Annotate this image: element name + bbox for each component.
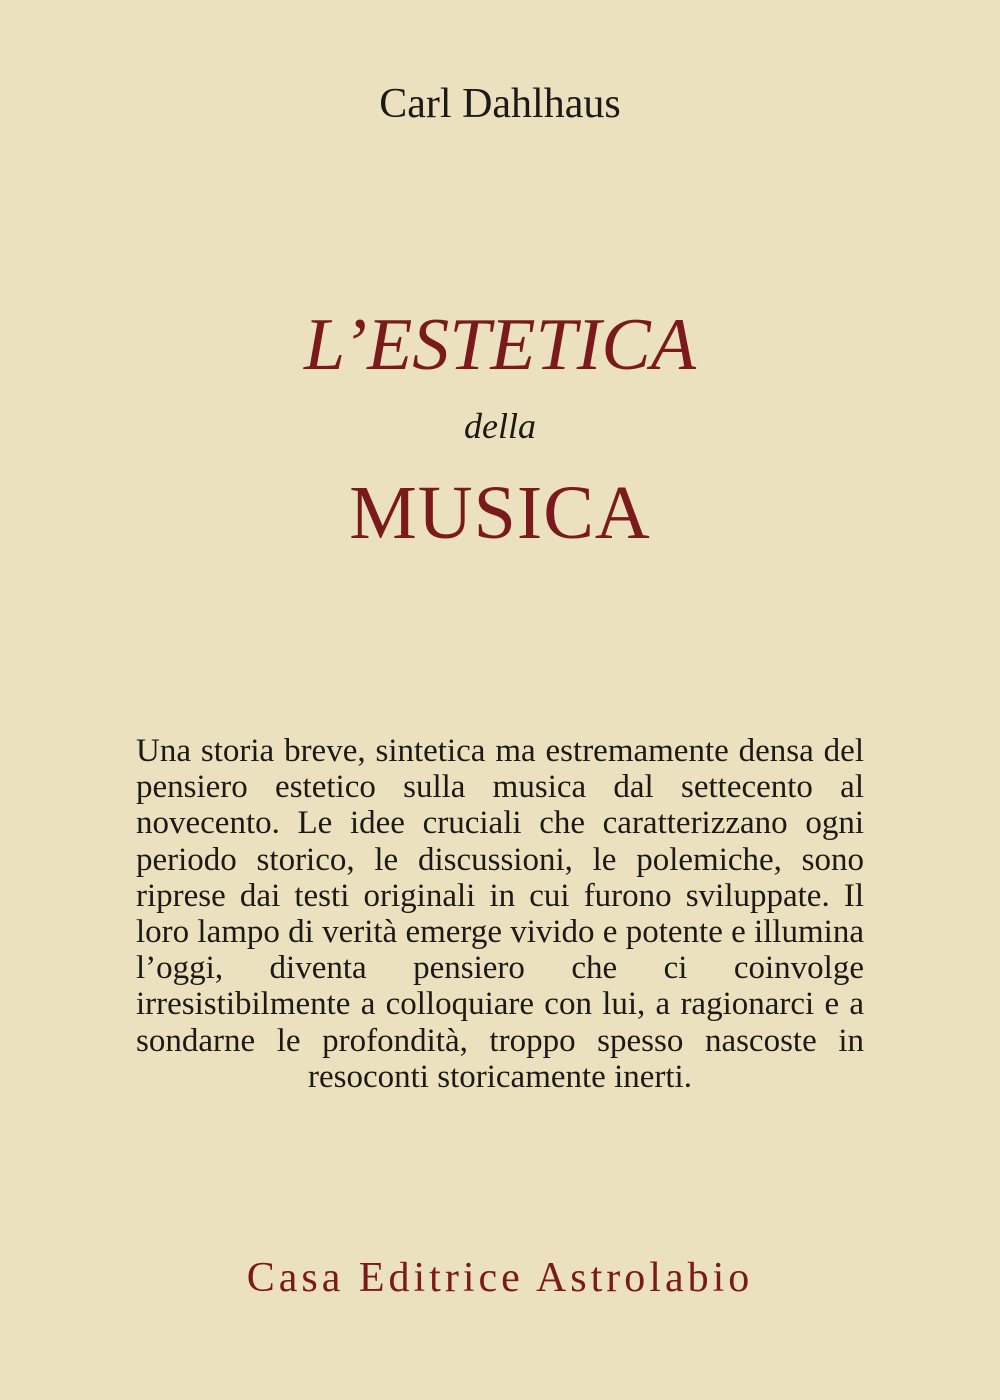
title-main: L’ESTETICA	[304, 304, 696, 386]
title-subject: MUSICA	[349, 471, 651, 555]
title-connector: della	[464, 406, 536, 446]
publisher-name: Casa Editrice Astrolabio	[246, 1255, 754, 1301]
author-name: Carl Dahlhaus	[379, 81, 621, 127]
cover-blurb: Una storia breve, sintetica ma estremamente densa del pensiero estetico sulla musica dal settecento al novecento. Le idee cruciali che caratterizzano ogni periodo storico, le discussioni, le polemiche, sono riprese dai testi originali in cui furono sviluppate. Il loro lampo di verità emerge vivido e potente e illumina l’oggi, diventa pensiero che ci coinvolge irresistibilmente a colloquiare con lui, a ragionarci e a sondarne le profondità, troppo spesso nascoste in resoconti storicamente inerti.	[136, 733, 864, 1095]
